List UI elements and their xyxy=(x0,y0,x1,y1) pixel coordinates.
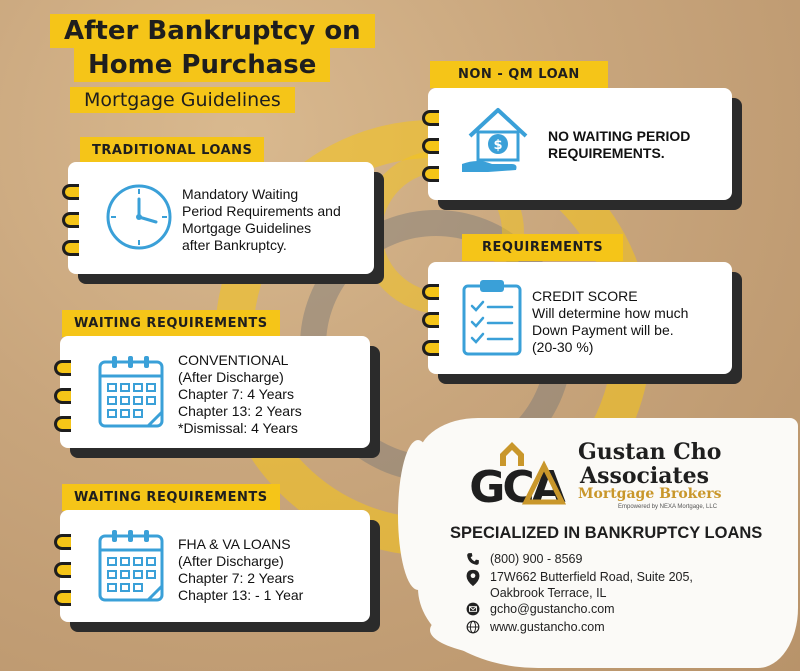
binder-ring-icon xyxy=(54,590,71,606)
requirements-card xyxy=(428,262,732,374)
text-line: (20-30 %) xyxy=(532,339,594,355)
binder-ring-icon xyxy=(62,240,79,256)
binder-ring-icon xyxy=(422,138,439,154)
calendar-icon xyxy=(96,526,166,606)
text-line: (After Discharge) xyxy=(178,553,284,569)
company-tagline: Mortgage Brokers xyxy=(578,486,722,502)
address-line-1: 17W662 Butterfield Road, Suite 205, xyxy=(490,570,693,584)
globe-icon xyxy=(466,620,480,634)
text-line: Chapter 7: 4 Years xyxy=(178,386,294,402)
specialized-heading: SPECIALIZED IN BANKRUPTCY LOANS xyxy=(450,524,763,542)
title-subtitle: Mortgage Guidelines xyxy=(70,87,295,113)
text-line: *Dismissal: 4 Years xyxy=(178,420,298,436)
text-line: REQUIREMENTS. xyxy=(548,145,665,161)
binder-ring-icon xyxy=(422,284,439,300)
non-qm-card xyxy=(428,88,732,200)
clock-icon xyxy=(104,182,174,252)
text-line: Mortgage Guidelines xyxy=(182,220,312,236)
requirements-text xyxy=(532,288,728,356)
binder-ring-icon xyxy=(62,212,79,228)
binder-ring-icon xyxy=(54,562,71,578)
text-line: NO WAITING PERIOD xyxy=(548,128,691,144)
phone-icon xyxy=(466,552,480,566)
binder-ring-icon xyxy=(54,388,71,404)
waiting-requirements-label-1: WAITING REQUIREMENTS xyxy=(62,310,280,337)
text-line: after Bankruptcy. xyxy=(182,237,287,253)
company-name xyxy=(578,440,721,488)
clipboard-checklist-icon xyxy=(460,278,524,358)
address-line-2: Oakbrook Terrace, IL xyxy=(490,586,607,600)
email-icon xyxy=(466,602,480,616)
text-line: FHA & VA LOANS xyxy=(178,536,291,552)
conventional-text xyxy=(178,352,364,437)
text-line: Chapter 13: 2 Years xyxy=(178,403,302,419)
text-line: CONVENTIONAL xyxy=(178,352,289,368)
website-link[interactable]: www.gustancho.com xyxy=(490,620,605,634)
svg-text:GCA: GCA xyxy=(469,462,563,510)
svg-text:$: $ xyxy=(493,138,503,153)
binder-ring-icon xyxy=(422,166,439,182)
company-name-line-1: Gustan Cho xyxy=(578,439,722,465)
binder-ring-icon xyxy=(422,340,439,356)
non-qm-loan-label: NON - QM LOAN xyxy=(430,61,608,88)
company-name-line-2: Associates xyxy=(580,463,710,489)
text-line: Mandatory Waiting xyxy=(182,186,299,202)
traditional-loans-label: TRADITIONAL LOANS xyxy=(80,137,264,164)
fha-va-card xyxy=(60,510,370,622)
phone-number[interactable]: (800) 900 - 8569 xyxy=(490,552,583,566)
text-line: Down Payment will be. xyxy=(532,322,674,338)
text-line: Period Requirements and xyxy=(182,203,341,219)
binder-ring-icon xyxy=(422,110,439,126)
email-address[interactable]: gcho@gustancho.com xyxy=(490,602,615,616)
house-dollar-icon xyxy=(458,102,538,178)
title-line-2: Home Purchase xyxy=(74,48,330,82)
brush-stroke xyxy=(398,440,438,590)
text-line: (After Discharge) xyxy=(178,369,284,385)
gca-logo xyxy=(462,436,570,510)
binder-ring-icon xyxy=(62,184,79,200)
binder-ring-icon xyxy=(54,360,71,376)
requirements-label: REQUIREMENTS xyxy=(462,234,623,261)
title-line-1: After Bankruptcy on xyxy=(50,14,375,48)
traditional-loans-card xyxy=(68,162,374,274)
binder-ring-icon xyxy=(54,534,71,550)
company-empowered: Empowered by NEXA Mortgage, LLC xyxy=(618,504,718,510)
waiting-requirements-label-2: WAITING REQUIREMENTS xyxy=(62,484,280,511)
fha-va-text xyxy=(178,536,364,604)
location-pin-icon xyxy=(466,569,480,587)
calendar-icon xyxy=(96,352,166,432)
conventional-card xyxy=(60,336,370,448)
non-qm-text xyxy=(548,128,724,162)
text-line: Chapter 7: 2 Years xyxy=(178,570,294,586)
text-line: Will determine how much xyxy=(532,305,689,321)
binder-ring-icon xyxy=(54,416,71,432)
text-line: CREDIT SCORE xyxy=(532,288,638,304)
text-line: Chapter 13: - 1 Year xyxy=(178,587,304,603)
binder-ring-icon xyxy=(422,312,439,328)
traditional-loans-text xyxy=(182,186,370,254)
